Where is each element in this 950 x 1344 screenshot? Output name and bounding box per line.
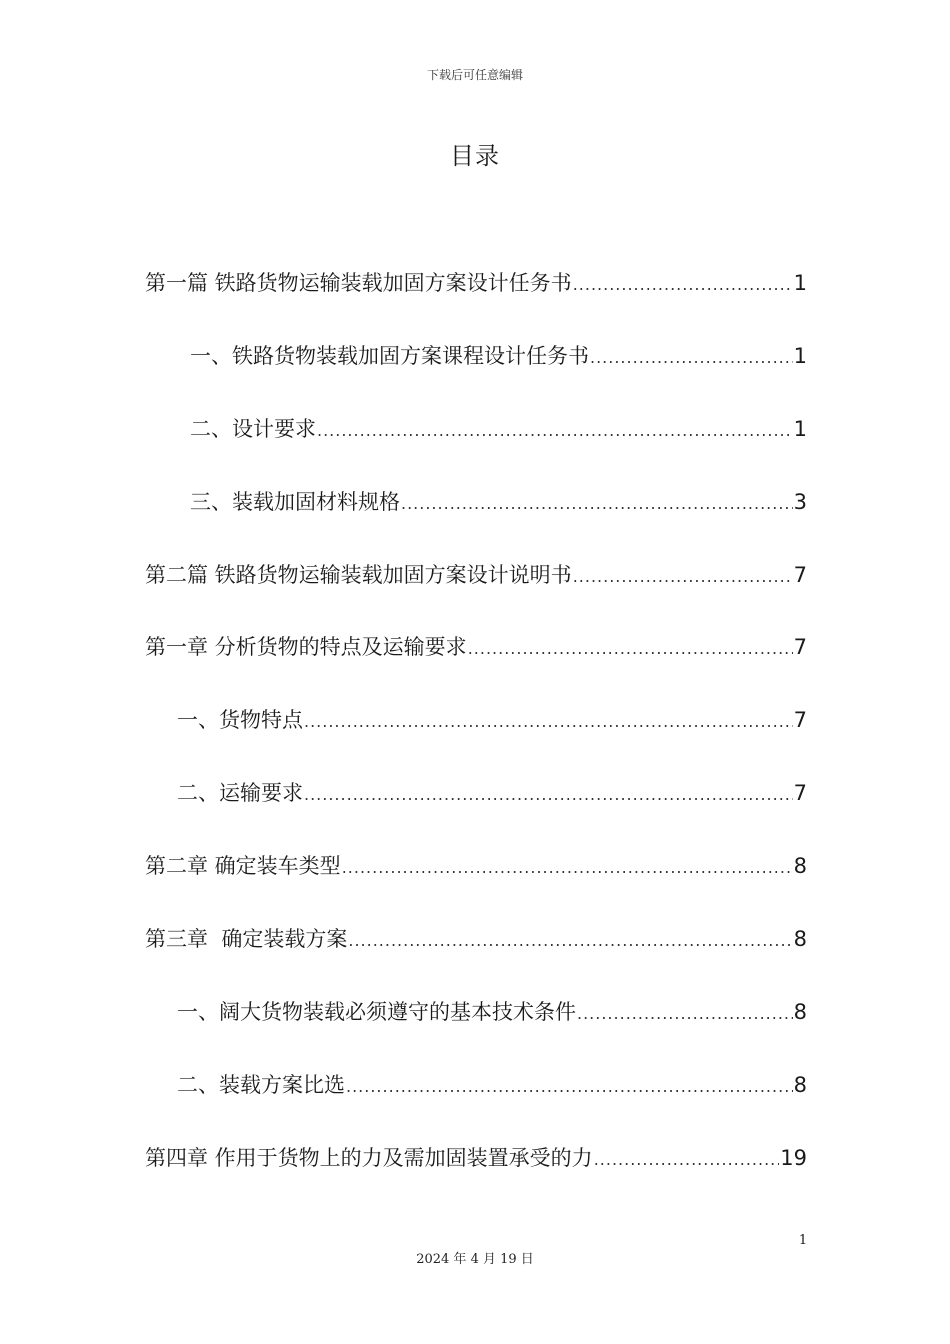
page-title: 目录 — [450, 142, 500, 170]
toc-entry-transport-requirements[interactable] — [145, 778, 807, 808]
toc-dot-leader — [468, 634, 793, 664]
toc-entry-page: 8 — [793, 927, 807, 951]
toc-entry-page: 7 — [793, 563, 807, 587]
toc-dot-leader — [573, 270, 793, 300]
toc-entry-page: 1 — [793, 417, 807, 441]
footer-date: 2024 年 4 月 19 日 — [416, 1252, 534, 1267]
toc-entry-page: 19 — [780, 1146, 807, 1170]
toc-dot-leader — [304, 707, 793, 737]
toc-dot-leader — [348, 926, 792, 956]
toc-dot-leader — [594, 1145, 780, 1175]
toc-entry-technical-conditions[interactable] — [145, 997, 807, 1027]
toc-entry-page: 8 — [793, 854, 807, 878]
toc-dot-leader — [573, 562, 793, 592]
toc-entry-design-requirements[interactable] — [145, 414, 807, 444]
page-number: 1 — [798, 1233, 808, 1248]
toc-entry-text: 第一篇 铁路货物运输装载加固方案设计任务书 — [145, 271, 572, 295]
toc-dot-leader — [590, 343, 793, 373]
toc-entry-page: 3 — [793, 490, 807, 514]
toc-entry-text: 第三章 确定装载方案 — [145, 927, 348, 951]
toc-entry-task-book[interactable] — [145, 341, 807, 371]
toc-dot-leader — [346, 1072, 793, 1102]
toc-entry-plan-comparison[interactable] — [145, 1070, 807, 1100]
toc-entry-text: 第二章 确定装车类型 — [145, 854, 341, 878]
toc-entry-chapter-3[interactable] — [145, 924, 807, 954]
toc-entry-text: 二、运输要求 — [177, 781, 303, 805]
toc-entry-text: 第一章 分析货物的特点及运输要求 — [145, 635, 467, 659]
toc-entry-page: 1 — [793, 271, 807, 295]
toc-entry-page: 8 — [793, 1000, 807, 1024]
toc-dot-leader — [304, 780, 793, 810]
toc-entry-text: 三、装载加固材料规格 — [190, 490, 400, 514]
toc-dot-leader — [317, 416, 793, 446]
toc-entry-text: 一、阔大货物装载必须遵守的基本技术条件 — [177, 1000, 576, 1024]
toc-entry-chapter-1[interactable] — [145, 632, 807, 662]
toc-entry-page: 7 — [793, 781, 807, 805]
toc-dot-leader — [342, 853, 793, 883]
toc-entry-text: 二、装载方案比选 — [177, 1073, 345, 1097]
toc-dot-leader — [577, 999, 793, 1029]
toc-entry-page: 7 — [793, 708, 807, 732]
toc-entry-text: 二、设计要求 — [190, 417, 316, 441]
toc-entry-part-1[interactable] — [145, 268, 807, 298]
toc-entry-material-specs[interactable] — [145, 487, 807, 517]
toc-entry-text: 第二篇 铁路货物运输装载加固方案设计说明书 — [145, 563, 572, 587]
toc-entry-chapter-2[interactable] — [145, 851, 807, 881]
toc-entry-text: 第四章 作用于货物上的力及需加固装置承受的力 — [145, 1146, 593, 1170]
toc-entry-page: 8 — [793, 1073, 807, 1097]
toc-dot-leader — [401, 489, 793, 519]
toc-entry-text: 一、货物特点 — [177, 708, 303, 732]
toc-entry-page: 1 — [793, 344, 807, 368]
toc-entry-part-2[interactable] — [145, 560, 807, 590]
toc-entry-text: 一、铁路货物装载加固方案课程设计任务书 — [190, 344, 589, 368]
page-header: 下载后可任意编辑 — [426, 68, 523, 82]
toc-entry-chapter-4[interactable] — [145, 1143, 807, 1173]
toc-entry-cargo-features[interactable] — [145, 705, 807, 735]
toc-entry-page: 7 — [793, 635, 807, 659]
